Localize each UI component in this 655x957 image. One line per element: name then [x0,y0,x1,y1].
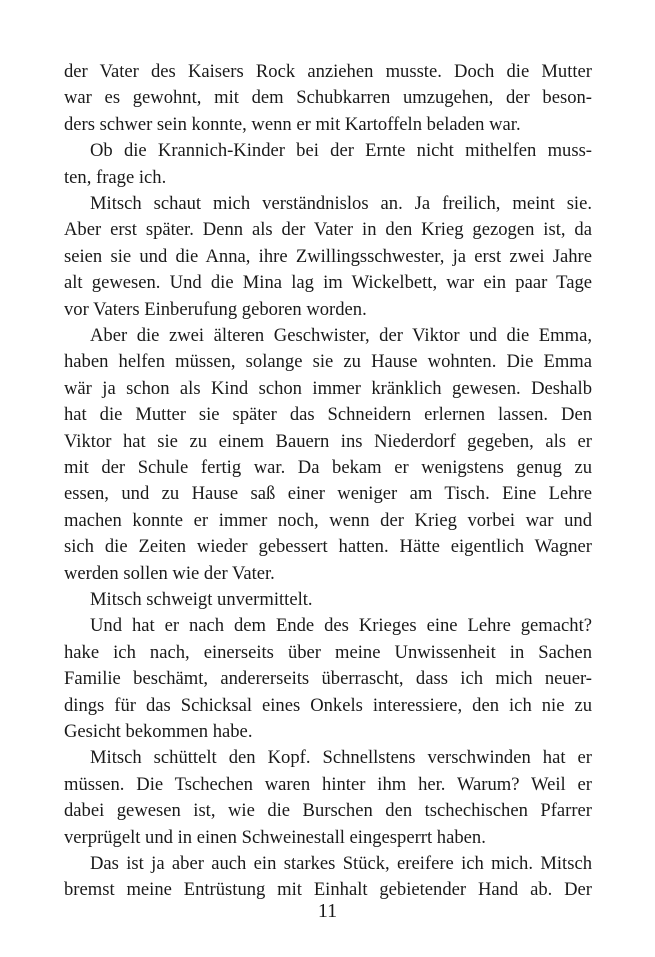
page-text-block [64,58,592,918]
text-line: Gesicht bekommen habe. [64,721,253,742]
text-line: ten, frage ich. [64,166,167,188]
text-line: dabei gewesen ist, wie die Burschen den tschechischen Pfarrer [64,800,592,822]
text-line: hat die Mutter sie später das Schneidern erlernen lassen. Den [64,404,592,426]
text-line: verprügelt und in einen Schweinestall eingesperrt haben. [64,826,486,848]
text-line: haben helfen müssen, solange sie zu Hause wohnten. Die Emma [64,351,592,373]
text-line: mit der Schule fertig war. Da bekam er wenigstens genug zu [64,457,592,478]
text-line: Das ist ja aber auch ein starkes Stück, ereifere ich mich. Mitsch [90,853,592,874]
text-line: Mitsch schüttelt den Kopf. Schnellstens verschwinden hat er [90,747,592,769]
text-line: müssen. Die Tschechen waren hinter ihm her. Warum? Weil er [64,773,592,795]
text-line: alt gewesen. Und die Mina lag im Wickelbett, war ein paar Tage [64,272,592,294]
text-line: der Vater des Kaisers Rock anziehen musste. Doch die Mutter [64,61,592,82]
text-line: ders schwer sein konnte, wenn er mit Kartoffeln beladen war. [64,113,521,135]
text-line: Ob die Krannich-Kinder bei der Ernte nicht mithelfen muss- [90,140,592,162]
text-line: Mitsch schweigt unvermittelt. [90,589,313,610]
text-line: essen, und zu Hause saß einer weniger am Tisch. Eine Lehre [64,483,592,505]
page-number: 11 [317,900,338,922]
text-line: Aber erst später. Denn als der Vater in den Krieg gezogen ist, da [64,219,592,241]
text-line: machen konnte er immer noch, wenn der Krieg vorbei war und [64,509,592,531]
text-line: seien sie und die Anna, ihre Zwillingsschwester, ja erst zwei Jahre [64,245,592,267]
text-line: dings für das Schicksal eines Onkels interessiere, den ich nie zu [64,694,592,716]
text-line: Und hat er nach dem Ende des Krieges eine Lehre gemacht? [90,615,592,637]
text-line: werden sollen wie der Vater. [64,562,275,584]
text-line: hake ich nach, einerseits über meine Unwissenheit in Sachen [64,641,592,663]
text-line: war es gewohnt, mit dem Schubkarren umzugehen, der beson- [64,87,592,109]
text-line: sich die Zeiten wieder gebessert hatten. Hätte eigentlich Wagner [64,536,592,558]
text-line: Mitsch schaut mich verständnislos an. Ja freilich, meint sie. [90,193,592,214]
text-line: Familie beschämt, andererseits überrascht, dass ich mich neuer- [64,668,592,690]
text-line: wär ja schon als Kind schon immer kränklich gewesen. Deshalb [64,377,592,399]
text-line: vor Vaters Einberufung geboren worden. [64,298,367,320]
text-line: Aber die zwei älteren Geschwister, der Viktor und die Emma, [90,325,592,346]
text-line: Viktor hat sie zu einem Bauern ins Niederdorf gegeben, als er [64,430,592,452]
text-line: bremst meine Entrüstung mit Einhalt gebietender Hand ab. Der [64,879,592,901]
